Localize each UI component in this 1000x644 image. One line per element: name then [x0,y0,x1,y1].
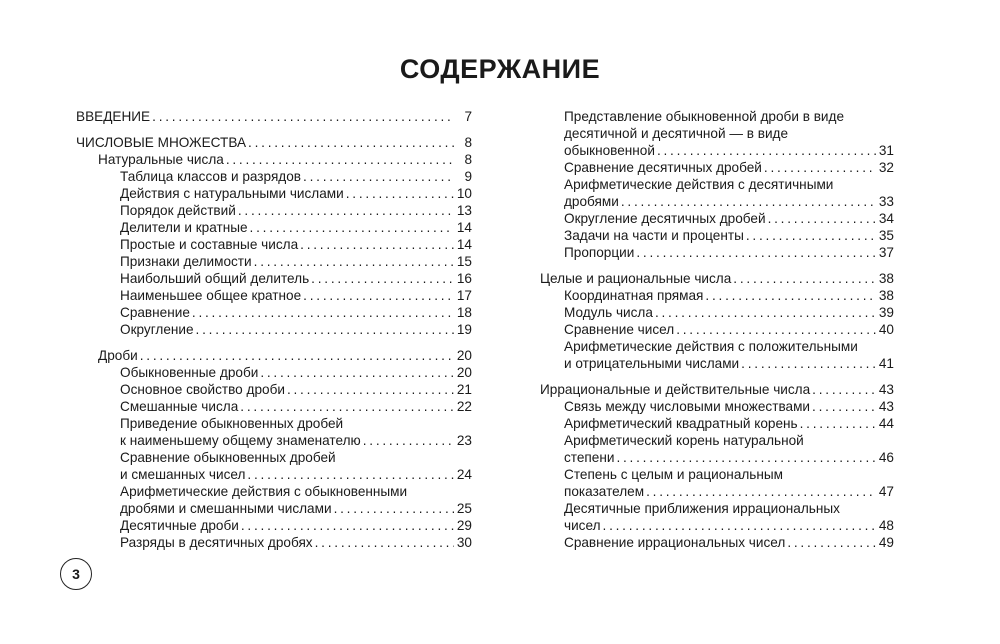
toc-entry-page: 21 [456,382,472,397]
toc-entry [540,244,894,261]
toc-entry [76,483,472,517]
toc-entry-title: дробями и смешанными числами [120,501,332,516]
toc-entry-title: Модуль числа [564,305,653,320]
toc-entry-page: 18 [456,305,472,320]
toc-entry-title: обыкновенной [564,143,655,158]
toc-entry-title: Связь между числовыми множествами [564,399,811,414]
toc-entry [76,534,472,551]
dot-leader [247,466,454,483]
dot-leader [238,202,454,219]
toc-entry-line [120,202,472,219]
toc-entry-title-line: Арифметический корень натуральной [564,433,804,448]
toc-entry [76,347,472,364]
toc-entry [76,168,472,185]
dot-leader [248,134,454,151]
toc-entry [540,381,894,398]
toc-entry-page: 32 [878,160,894,175]
toc-entry-title: Сравнение иррациональных чисел [564,535,786,550]
dot-leader [226,151,454,168]
toc-entry-title: ВВЕДЕНИЕ [76,109,151,124]
toc-entry-page: 38 [878,271,894,286]
toc-entry-page: 9 [464,169,472,184]
toc-entry-page: 43 [878,382,894,397]
dot-leader [152,108,454,125]
toc-entry-title: Арифметический квадратный корень [564,416,798,431]
toc-entry-title-line: Степень с целым и рациональным [564,467,784,482]
toc-entry-page: 40 [878,322,894,337]
toc-entry-page: 14 [456,220,472,235]
toc-entry-page: 8 [464,135,472,150]
toc-entry-title: Иррациональные и действительные числа [540,382,811,397]
toc-entry-title-line: Приведение обыкновенных дробей [120,416,344,431]
toc-right-column [540,108,894,551]
toc-entry-title: Действия с натуральными числами [120,186,344,201]
toc-entry [540,108,894,159]
toc-entry-line [120,321,472,338]
toc-entry-page: 49 [878,535,894,550]
toc-entry-title-line: Арифметические действия с десятичными [564,177,834,192]
toc-entry [76,270,472,287]
toc-entry [76,236,472,253]
toc-entry-page: 35 [878,228,894,243]
toc-entry [76,449,472,483]
toc-entry-line [76,108,472,125]
dot-leader [657,142,876,159]
toc-entry-page: 24 [456,467,472,482]
toc-entry-page: 48 [878,518,894,533]
toc-entry-line [120,381,472,398]
toc-entry-title: Обыкновенные дроби [120,365,259,380]
dot-leader [311,270,454,287]
dot-leader [636,244,876,261]
dot-leader [300,236,454,253]
toc-entry-title: и смешанных чисел [120,467,246,482]
toc-entry-page: 31 [878,143,894,158]
toc-entry-line [120,287,472,304]
toc-entry [540,287,894,304]
toc-entry-page: 7 [464,109,472,124]
toc-entry [76,151,472,168]
dot-leader [240,398,454,415]
toc-entry-page: 30 [456,535,472,550]
toc-entry [76,108,472,125]
toc-entry-title-line: Десятичные приближения иррациональных [564,501,840,516]
toc-entry-page: 17 [456,288,472,303]
toc-entry [540,338,894,372]
toc-entry-line [76,134,472,151]
dot-leader [705,287,876,304]
toc-entry-page: 14 [456,237,472,252]
toc-entry [540,500,894,534]
toc-entry-page: 23 [456,433,472,448]
toc-entry [76,415,472,449]
toc-entry [540,398,894,415]
toc-entry-title: степени [564,450,615,465]
toc-entry-line [564,449,894,466]
page-title: СОДЕРЖАНИЕ [399,54,601,84]
toc-entry-title: Сравнение [120,305,190,320]
toc-entry-line [564,321,894,338]
toc-entry [76,381,472,398]
toc-entry-title: Простые и составные числа [120,237,299,252]
toc-entry-line [120,270,472,287]
toc-entry [540,466,894,500]
toc-entry-title: ЧИСЛОВЫЕ МНОЖЕСТВА [76,135,247,150]
toc-entry-line [120,364,472,381]
toc-entry [540,304,894,321]
toc-entry-title: Наибольший общий делитель [120,271,310,286]
toc-entry-page: 10 [456,186,472,201]
toc-entry [76,364,472,381]
toc-entry-title: к наименьшему общему знаменателю [120,433,361,448]
dot-leader [241,517,454,534]
toc-entry-page: 22 [456,399,472,414]
toc-entry-line [120,185,472,202]
toc-entry-title: Сравнение чисел [564,322,675,337]
toc-entry-line [564,159,894,176]
toc-entry-page: 44 [878,416,894,431]
toc-entry-line [564,142,894,159]
page-number-badge: 3 [60,558,92,590]
toc-entry-line [564,483,894,500]
toc-entry [76,321,472,338]
toc-entry-title: Сравнение десятичных дробей [564,160,762,175]
toc-entry-line [540,381,894,398]
toc-entry-page: 47 [878,484,894,499]
toc-entry-line [564,227,894,244]
toc-entry [76,134,472,151]
toc-entry-page: 46 [878,450,894,465]
toc-entry-title: Разряды в десятичных дробях [120,535,313,550]
toc-entry [76,185,472,202]
toc-entry [540,432,894,466]
dot-leader [315,534,454,551]
toc-entry-title: и отрицательными числами [564,356,740,371]
dot-leader [768,210,876,227]
toc-entry [540,270,894,287]
dot-leader [250,219,454,236]
toc-entry-line [98,347,472,364]
dot-leader [334,500,454,517]
dot-leader [733,270,876,287]
toc-entry-title: Делители и кратные [120,220,248,235]
toc-entry-page: 33 [878,194,894,209]
dot-leader [254,253,454,270]
toc-entry-line [540,270,894,287]
toc-entry-line [120,168,472,185]
toc-entry-page: 41 [878,356,894,371]
dot-leader [196,321,454,338]
toc-entry-page: 20 [456,348,472,363]
dot-leader [787,534,876,551]
toc-entry [540,534,894,551]
toc-entry-line [120,500,472,517]
toc-entry-line [564,193,894,210]
toc-entry-title: Порядок действий [120,203,236,218]
toc-entry-title: Задачи на части и проценты [564,228,744,243]
dot-leader [746,227,876,244]
dot-leader [260,364,454,381]
toc-entry-page: 19 [456,322,472,337]
toc-entry-title: показателем [564,484,645,499]
dot-leader [676,321,876,338]
toc-entry [76,517,472,534]
toc-entry-line [120,304,472,321]
toc-entry-title: Округление десятичных дробей [564,211,766,226]
toc-entry-line [564,210,894,227]
toc-entry-title: Таблица классов и разрядов [120,169,302,184]
toc-entry-line [564,244,894,261]
toc-entry-page: 16 [456,271,472,286]
toc-entry-page: 29 [456,518,472,533]
dot-leader [303,287,454,304]
toc-entry-page: 39 [878,305,894,320]
toc-entry [76,219,472,236]
dot-leader [616,449,876,466]
toc-entry-line [564,534,894,551]
dot-leader [346,185,454,202]
toc-entry-line [564,355,894,372]
toc-entry [540,159,894,176]
toc-entry-line [564,415,894,432]
toc-entry-title-line: Сравнение обыкновенных дробей [120,450,336,465]
toc-entry-page: 37 [878,245,894,260]
toc-entry-line [564,304,894,321]
dot-leader [646,483,876,500]
dot-leader [192,304,454,321]
toc-entry [540,210,894,227]
toc-entry-title: Смешанные числа [120,399,239,414]
toc-entry-title-line: Представление обыкновенной дроби в виде [564,109,845,124]
dot-leader [812,398,876,415]
dot-leader [363,432,454,449]
toc-entry-page: 38 [878,288,894,303]
dot-leader [764,159,876,176]
toc-entry-line [120,466,472,483]
toc-entry-page: 8 [464,152,472,167]
toc-entry [540,176,894,210]
toc-entry-title-line: десятичной и десятичной — в виде [564,126,789,141]
dot-leader [800,415,876,432]
toc-entry [540,415,894,432]
dot-leader [621,193,876,210]
toc-entry-line [564,398,894,415]
toc-entry [76,253,472,270]
toc-entry-line [564,517,894,534]
toc-left-column [76,108,472,551]
toc-entry-title: Пропорции [564,245,635,260]
toc-entry [76,202,472,219]
toc-entry-line [120,236,472,253]
toc-entry-page: 15 [456,254,472,269]
toc-entry-title: Координатная прямая [564,288,704,303]
toc-entry-title: чисел [564,518,601,533]
toc-entry-line [120,219,472,236]
dot-leader [140,347,454,364]
toc-entry [540,227,894,244]
toc-entry-line [120,253,472,270]
toc-entry-line [120,432,472,449]
dot-leader [287,381,454,398]
toc-entry [76,287,472,304]
toc-entry-title: Дроби [98,348,138,363]
toc-entry-title: Округление [120,322,194,337]
toc-entry-title: Наименьшее общее кратное [120,288,302,303]
toc-entry-title-line: Арифметические действия с положительными [564,339,858,354]
dot-leader [655,304,876,321]
dot-leader [603,517,876,534]
toc-entry [76,398,472,415]
toc-entry [540,321,894,338]
toc-entry-page: 43 [878,399,894,414]
dot-leader [812,381,876,398]
toc-entry-page: 20 [456,365,472,380]
toc-entry-page: 25 [456,501,472,516]
toc-entry-title: Десятичные дроби [120,518,239,533]
toc-entry-line [98,151,472,168]
toc-entry-title-line: Арифметические действия с обыкновенными [120,484,408,499]
toc-entry-line [120,534,472,551]
toc-entry-title: Основное свойство дроби [120,382,285,397]
toc-entry-page: 13 [456,203,472,218]
toc-entry-line [564,287,894,304]
dot-leader [741,355,876,372]
toc-entry [76,304,472,321]
toc-entry-line [120,517,472,534]
toc-entry-title: дробями [564,194,619,209]
toc-entry-title: Натуральные числа [98,152,224,167]
toc-entry-title: Признаки делимости [120,254,252,269]
toc-entry-line [120,398,472,415]
dot-leader [303,168,454,185]
toc-entry-page: 34 [878,211,894,226]
toc-entry-title: Целые и рациональные числа [540,271,732,286]
